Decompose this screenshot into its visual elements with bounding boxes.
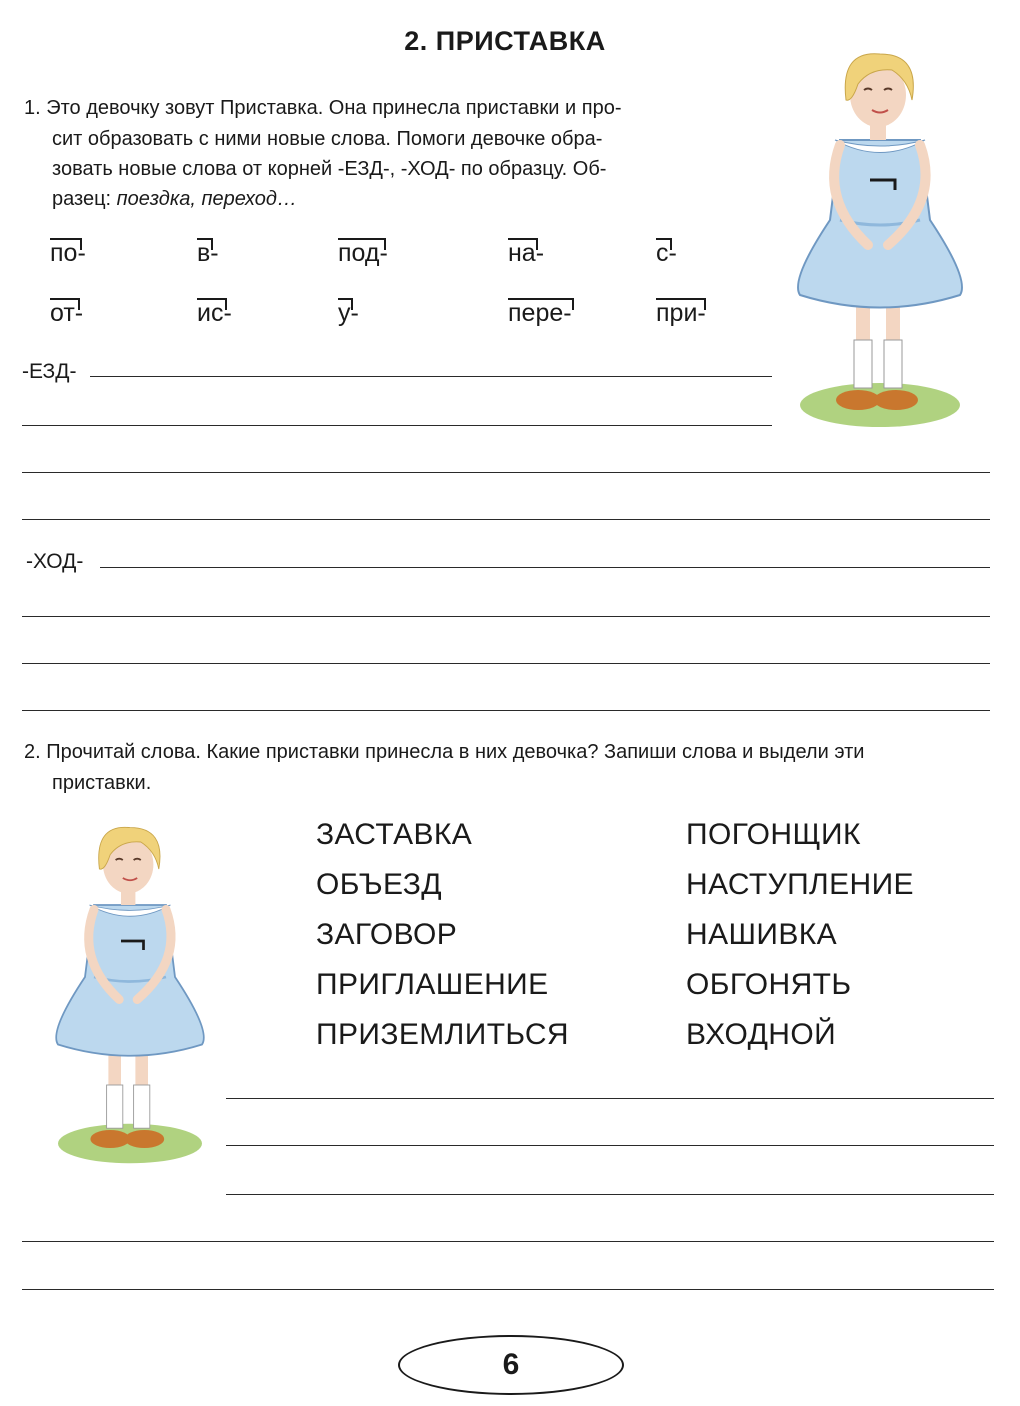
prefix-text: по- [50,239,86,267]
words-right-column [686,810,914,1060]
shoe [836,390,880,410]
writing-line[interactable] [22,1241,994,1242]
prefix-mark [338,298,353,310]
prefix-item [197,238,219,268]
writing-line[interactable] [226,1098,994,1099]
word-item: НАСТУПЛЕНИЕ [686,868,914,901]
word-item: ПРИГЛАШЕНИЕ [316,968,549,1001]
root-label-khod: -ХОД- [26,550,84,573]
writing-line[interactable] [22,425,772,426]
writing-line[interactable] [100,567,990,568]
shoe [874,390,918,410]
prefix-mark [50,298,80,310]
task1-line-3: зовать новые слова от корней -ЕЗД-, -ХОД- по образцу. Об- [52,158,607,180]
shoe [90,1130,130,1148]
task1-line-2: сит образовать с ними новые слова. Помоги девочке обра- [52,128,603,150]
prefix-mark [656,298,706,310]
prefix-mark [338,238,386,250]
word-item: НАШИВКА [686,918,838,951]
prefix-text: пере- [508,299,572,327]
prefix-text: у- [338,299,359,327]
prefix-text: в- [197,239,219,267]
prefix-item [50,238,86,268]
prefix-item [338,298,359,328]
sock [134,1085,150,1128]
word-item: ПРИЗЕМЛИТЬСЯ [316,1018,569,1051]
prefix-item [197,298,232,328]
girl-illustration-top [780,40,980,440]
prefix-mark [197,238,213,250]
root-label-ezd: -ЕЗД- [22,360,77,383]
prefix-item [508,298,572,328]
prefix-item [338,238,388,268]
page-title: 2. ПРИСТАВКА [404,26,606,56]
writing-line[interactable] [22,1289,994,1290]
prefix-text: ис- [197,299,232,327]
prefix-text: под- [338,239,388,267]
word-item: ПОГОНЩИК [686,818,861,851]
writing-line[interactable] [22,663,990,664]
writing-line[interactable] [22,472,990,473]
word-item: ЗАСТАВКА [316,818,473,851]
writing-line[interactable] [226,1145,994,1146]
word-item: ВХОДНОЙ [686,1018,837,1051]
words-left-column [316,810,569,1060]
sock [884,340,902,388]
task1-line-4 [52,185,297,214]
task2-line-2: приставки. [52,772,152,794]
girl-illustration-bottom [40,800,220,1190]
prefix-item [508,238,544,268]
prefix-item [656,238,677,268]
writing-line[interactable] [22,616,990,617]
prefix-mark [50,238,82,250]
task1-line-1: 1. Это девочку зовут Приставка. Она принесла приставки и про- [24,97,622,119]
writing-line[interactable] [226,1194,994,1195]
shoe [125,1130,165,1148]
example-words: поездка, переход… [116,188,297,210]
writing-line[interactable] [22,519,990,520]
word-item: ОБЪЕЗД [316,868,442,901]
prefix-text: с- [656,239,677,267]
prefix-mark [656,238,672,250]
prefix-text: на- [508,239,545,267]
prefix-mark [197,298,227,310]
prefix-text: при- [656,299,706,327]
prefix-item [50,298,83,328]
sock [854,340,872,388]
prefix-mark [508,238,538,250]
task2-line-1: 2. Прочитай слова. Какие приставки принесла в них девочка? Запиши слова и выдели эти [24,741,865,763]
writing-line[interactable] [90,376,772,377]
sock [107,1085,123,1128]
page-number: 6 [398,1335,624,1395]
prefix-text: от- [50,299,84,327]
prefix-item [656,298,706,328]
writing-line[interactable] [22,710,990,711]
prefix-mark [508,298,574,310]
example-label: разец: [52,188,117,210]
word-item: ЗАГОВОР [316,918,458,951]
word-item: ОБГОНЯТЬ [686,968,852,1001]
